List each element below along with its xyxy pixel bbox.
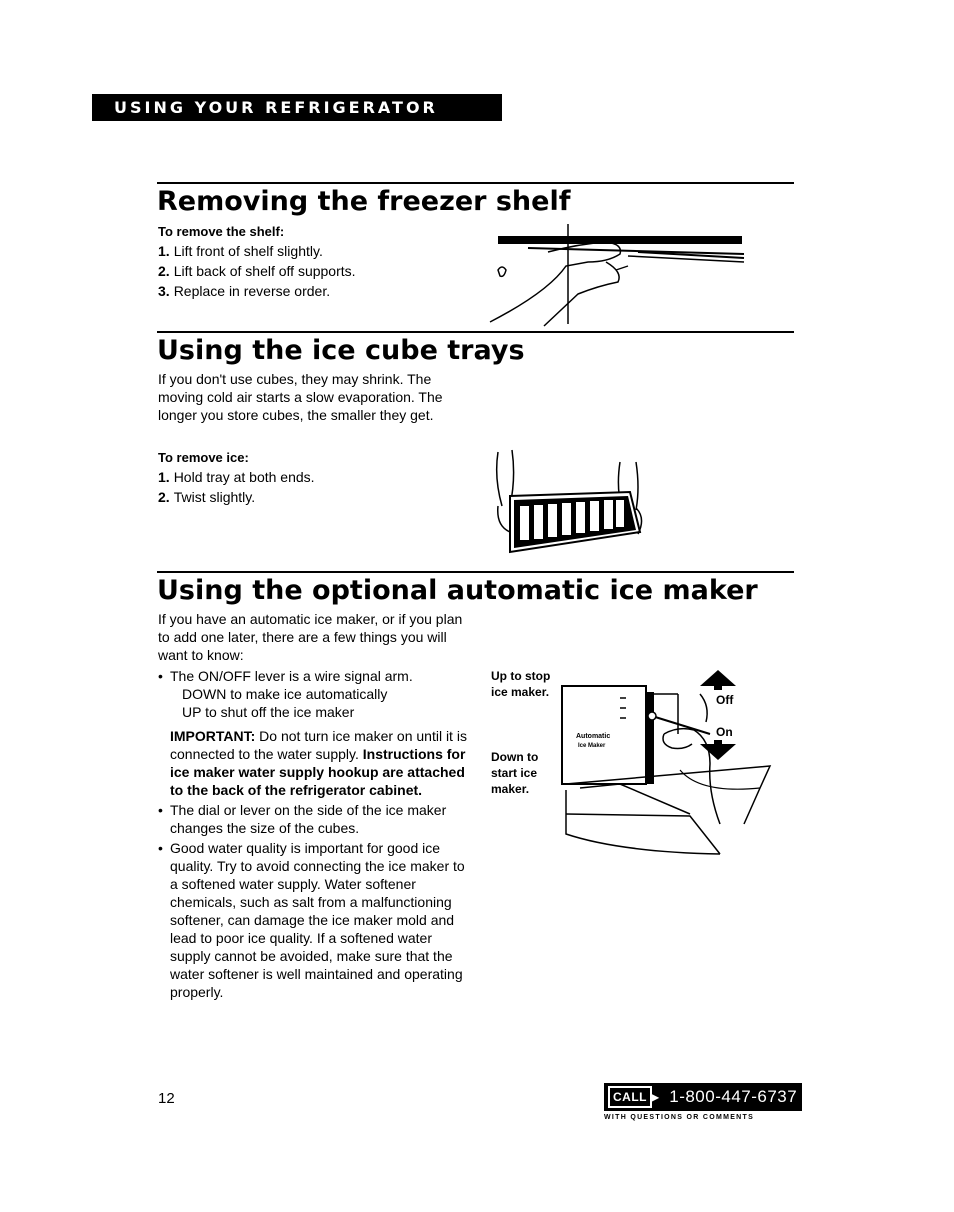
list-item: 1. Hold tray at both ends. (158, 469, 315, 485)
on-label: On (716, 725, 733, 739)
freezer-shelf-illustration (488, 222, 750, 328)
phone-number: 1-800-447-6737 (669, 1087, 798, 1106)
ice-trays-title: Using the ice cube trays (157, 335, 525, 366)
list-item: • The ON/OFF lever is a wire signal arm. (158, 668, 413, 684)
freezer-shelf-instructions (158, 223, 356, 301)
arrow-up-icon (700, 670, 736, 690)
ice-trays-subheading: To remove ice: (158, 450, 249, 465)
section-divider (157, 571, 794, 573)
section-divider (157, 331, 794, 333)
section-header-bar: USING YOUR REFRIGERATOR (92, 94, 502, 121)
ice-maker-notes (158, 667, 468, 1001)
ice-maker-illustration (560, 664, 774, 858)
freezer-shelf-title: Removing the freezer shelf (157, 186, 571, 217)
ice-trays-intro: If you don't use cubes, they may shrink. The moving cold air starts a slow evaporation. The longer you store cubes, the smaller they get. (158, 371, 443, 423)
lever-up-text: UP to shut off the ice maker (182, 704, 355, 720)
freezer-shelf-subheading: To remove the shelf: (158, 224, 285, 239)
list-item: 1. Lift front of shelf slightly. (158, 243, 323, 259)
ice-maker-title: Using the optional automatic ice maker (157, 575, 758, 606)
off-label: Off (716, 693, 734, 707)
section-divider (157, 182, 794, 184)
list-item: • Good water quality is important for good ice quality. Try to avoid connecting the ice maker to a softened water supply. Water softener chemicals, such as salt from a malfunctioning softener, can damage the ice maker mold and lead to poor ice quality. If a softened water supply cannot be avoided, make sure that the water softener is well maintained and operating properly. (158, 840, 465, 1000)
ice-trays-instructions (158, 449, 315, 507)
page-number: 12 (158, 1090, 175, 1107)
unit-label-line2: Ice Maker (578, 743, 606, 749)
ice-trays-steps (158, 467, 315, 507)
list-item: 2. Lift back of shelf off supports. (158, 263, 356, 279)
label-down-to-start: Down to start ice maker. (491, 750, 539, 796)
list-item: 3. Replace in reverse order. (158, 283, 331, 299)
call-badge: CALL (608, 1086, 652, 1108)
freezer-shelf-steps (158, 241, 356, 301)
important-note: IMPORTANT: Do not turn ice maker on until it is connected to the water supply. Instructions for ice maker water supply hookup are attached to the back of the refrigerator cabinet. (170, 728, 467, 798)
call-arrow-icon: ▶ (650, 1090, 660, 1104)
list-item: • The dial or lever on the side of the ice maker changes the size of the cubes. (158, 802, 447, 836)
call-subtext: WITH QUESTIONS OR COMMENTS (604, 1114, 755, 1121)
unit-label-line1: Automatic (576, 733, 611, 740)
ice-maker-intro: If you have an automatic ice maker, or if you plan to add one later, there are a few things you will want to know: (158, 611, 463, 663)
label-up-to-stop: Up to stop ice maker. (491, 669, 551, 699)
list-item: 2. Twist slightly. (158, 489, 256, 505)
call-banner (604, 1083, 802, 1111)
ice-tray-illustration (490, 448, 650, 556)
lever-down-text: DOWN to make ice automatically (182, 686, 388, 702)
